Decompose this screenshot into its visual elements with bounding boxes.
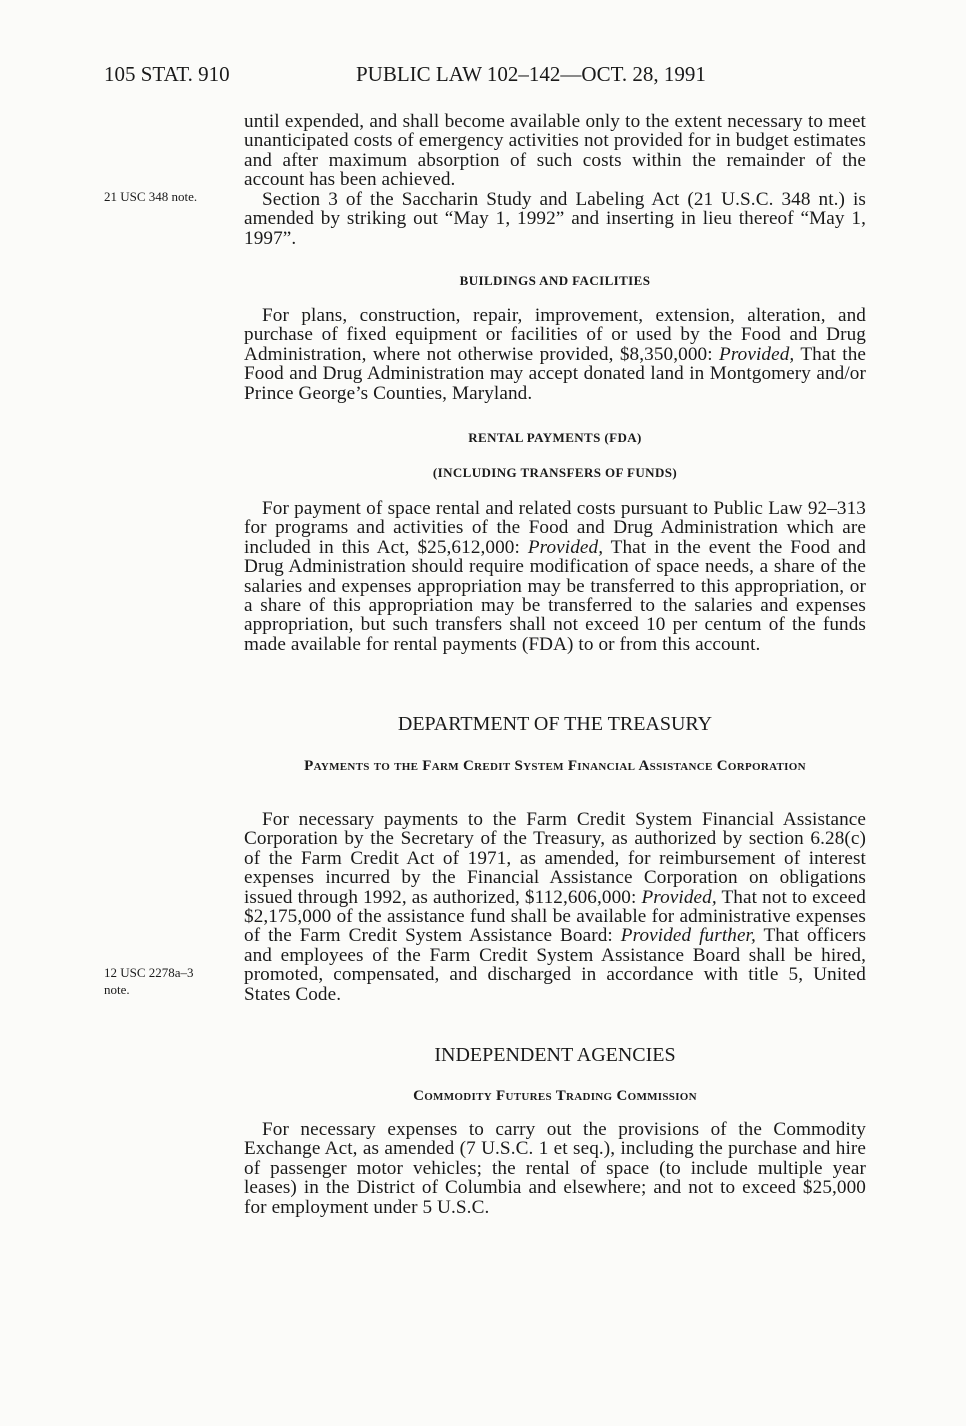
paragraph-buildings: For plans, construction, repair, improvement, extension, alteration, and purchase of fixed equipment or facilities of or used by the Food and Drug Administration, where not otherwise provided, $8,350,000: Provided, That the Food and Drug Administration may accept donated land in Montgomery and/or Prince George’s Counties, Maryland. — [244, 305, 866, 404]
heading-rental: RENTAL PAYMENTS (FDA) — [468, 430, 642, 445]
heading-farm-credit-payments: Payments to the Farm Credit System Financial Assistance Corporation — [304, 758, 806, 774]
stat-page-number: 105 STAT. 910 — [104, 62, 230, 86]
heading-cftc: Commodity Futures Trading Commission — [413, 1088, 697, 1104]
margin-note-12usc-line1: 12 USC 2278a–3 — [104, 965, 194, 980]
law-title-date: PUBLIC LAW 102–142—OCT. 28, 1991 — [356, 62, 706, 86]
margin-note-12usc-line2: note. — [104, 982, 130, 997]
heading-transfers: (INCLUDING TRANSFERS OF FUNDS) — [432, 465, 678, 480]
heading-independent-agencies: INDEPENDENT AGENCIES — [434, 1044, 676, 1066]
margin-note-21usc: 21 USC 348 note. — [104, 189, 198, 204]
heading-treasury: DEPARTMENT OF THE TREASURY — [397, 713, 713, 735]
paragraph-farm-credit: For necessary payments to the Farm Credit System Financial Assistance Corporation by the Secretary of the Treasury, as authorized by section 6.28(c) of the Farm Credit Act of 1971, as amended, for reimbursement of interest expenses incurred by the Financial Assistance Corporation on obligations issued through 1992, as authorized, $112,606,000: Provided, That not to exceed $2,175,000 of the assistance fund shall be available for administrative expenses of the Farm Credit System Assistance Board: Provided further, That officers and employees of the Farm Credit System Assistance Board shall be hired, promoted, compensated, and discharged in accordance with title 5, United States Code. — [244, 809, 867, 1005]
paragraph-cftc: For necessary expenses to carry out the provisions of the Commodity Exchange Act, as amended (7 U.S.C. 1 et seq.), including the purchase and hire of passenger motor vehicles; the rental of space (to include multiple year leases) in the District of Columbia and elsewhere; and not to exceed $25,000 for employment under 5 U.S.C. — [244, 1119, 866, 1218]
paragraph-rental: For payment of space rental and related costs pursuant to Public Law 92–313 for programs and activities of the Food and Drug Administration which are included in this Act, $25,612,000: Provided, That in the event the Food and Drug Administration should require modification of space needs, a share of the salaries and expenses appropriation may be transferred to this appropriation, or a share of this appropriation may be transferred to the salaries and expenses appropriation, but such transfers shall not exceed 10 per centum of the funds made available for rental payments (FDA) to or from this account. — [244, 498, 866, 655]
margin-note-12usc — [104, 964, 240, 998]
heading-buildings: BUILDINGS AND FACILITIES — [459, 273, 651, 288]
paragraph-emergency: until expended, and shall become available only to the extent necessary to meet unanticipated costs of emergency activities not provided for in budget estimates and after maximum absorption of such costs within the remainder of the account has been achieved. — [244, 111, 866, 191]
paragraph-saccharin: Section 3 of the Saccharin Study and Labeling Act (21 U.S.C. 348 nt.) is amended by striking out “May 1, 1992” and inserting in lieu thereof “May 1, 1997”. — [244, 189, 866, 249]
